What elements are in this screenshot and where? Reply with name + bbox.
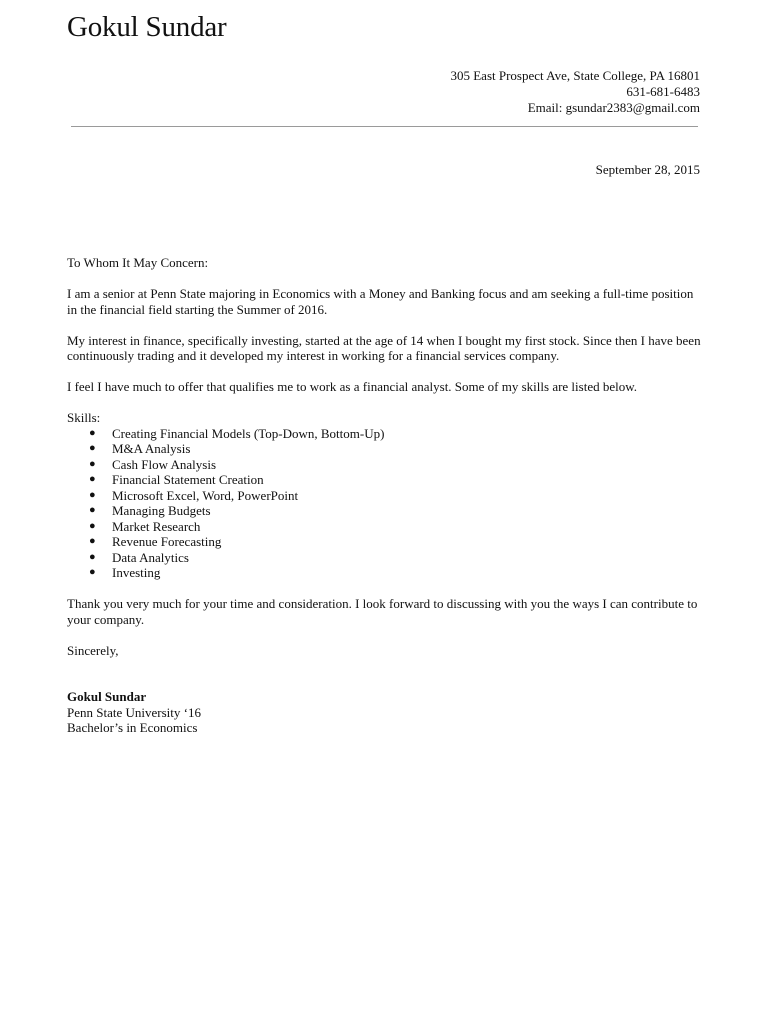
- skill-text: Creating Financial Models (Top-Down, Bottom-Up): [112, 425, 385, 441]
- skill-text: Financial Statement Creation: [112, 472, 264, 487]
- list-item: [67, 519, 701, 535]
- bullet-icon: ●: [89, 535, 96, 547]
- signature-school: Penn State University ‘16: [67, 704, 201, 720]
- skill-text: M&A Analysis: [112, 441, 191, 456]
- list-item: [67, 565, 701, 581]
- skill-text: Cash Flow Analysis: [112, 456, 217, 472]
- list-item: [67, 534, 701, 550]
- skills-list: [67, 426, 701, 581]
- list-item: [67, 426, 701, 442]
- bullet-icon: ●: [89, 473, 96, 485]
- bullet-icon: ●: [89, 457, 96, 470]
- letter-date: September 28, 2015: [595, 162, 700, 177]
- greeting: To Whom It May Concern:: [67, 255, 209, 270]
- bullet-icon: ●: [89, 504, 96, 516]
- list-item: [67, 488, 701, 504]
- skill-text: Revenue Forecasting: [112, 534, 222, 549]
- paragraph-intro: I am a senior at Penn State majoring in Economics with a Money and Banking focus and am seeking a full-time position in the financial field starting the Summer of 2016.: [67, 286, 694, 317]
- header-divider: [71, 126, 698, 127]
- closing: Sincerely,: [67, 642, 119, 658]
- bullet-icon: ●: [89, 488, 96, 501]
- skill-text: Microsoft Excel, Word, PowerPoint: [112, 487, 299, 503]
- list-item: [67, 441, 701, 457]
- phone-line: 631-681-6483: [626, 84, 700, 99]
- paragraph-interest: My interest in finance, specifically investing, started at the age of 14 when I bought my first stock. Since then I have been continuously trading and it developed my interest in working for a financial services company.: [67, 332, 701, 363]
- list-item: [67, 472, 701, 488]
- signature-degree: Bachelor’s in Economics: [67, 720, 198, 735]
- applicant-name: Gokul Sundar: [67, 11, 227, 43]
- paragraph-thanks: Thank you very much for your time and consideration. I look forward to discussing with you the ways I can contribute to your company.: [67, 596, 698, 627]
- skill-text: Managing Budgets: [112, 503, 211, 518]
- letter-body: [67, 255, 701, 736]
- bullet-icon: ●: [89, 519, 96, 532]
- bullet-icon: ●: [89, 442, 96, 454]
- list-item: [67, 550, 701, 566]
- contact-block: [450, 68, 700, 116]
- skill-text: Market Research: [112, 518, 201, 534]
- email-line: Email: gsundar2383@gmail.com: [527, 100, 700, 115]
- bullet-icon: ●: [89, 550, 96, 563]
- paragraph-offer: I feel I have much to offer that qualifies me to work as a financial analyst. Some of my skills are listed below.: [67, 379, 638, 394]
- bullet-icon: ●: [89, 566, 96, 578]
- skill-text: Investing: [112, 565, 161, 580]
- skills-label: Skills:: [67, 410, 101, 425]
- list-item: [67, 503, 701, 519]
- list-item: [67, 457, 701, 473]
- skill-text: Data Analytics: [112, 549, 189, 565]
- address-line: 305 East Prospect Ave, State College, PA 16801: [450, 68, 700, 83]
- signature-name: Gokul Sundar: [67, 689, 147, 704]
- bullet-icon: ●: [89, 426, 96, 439]
